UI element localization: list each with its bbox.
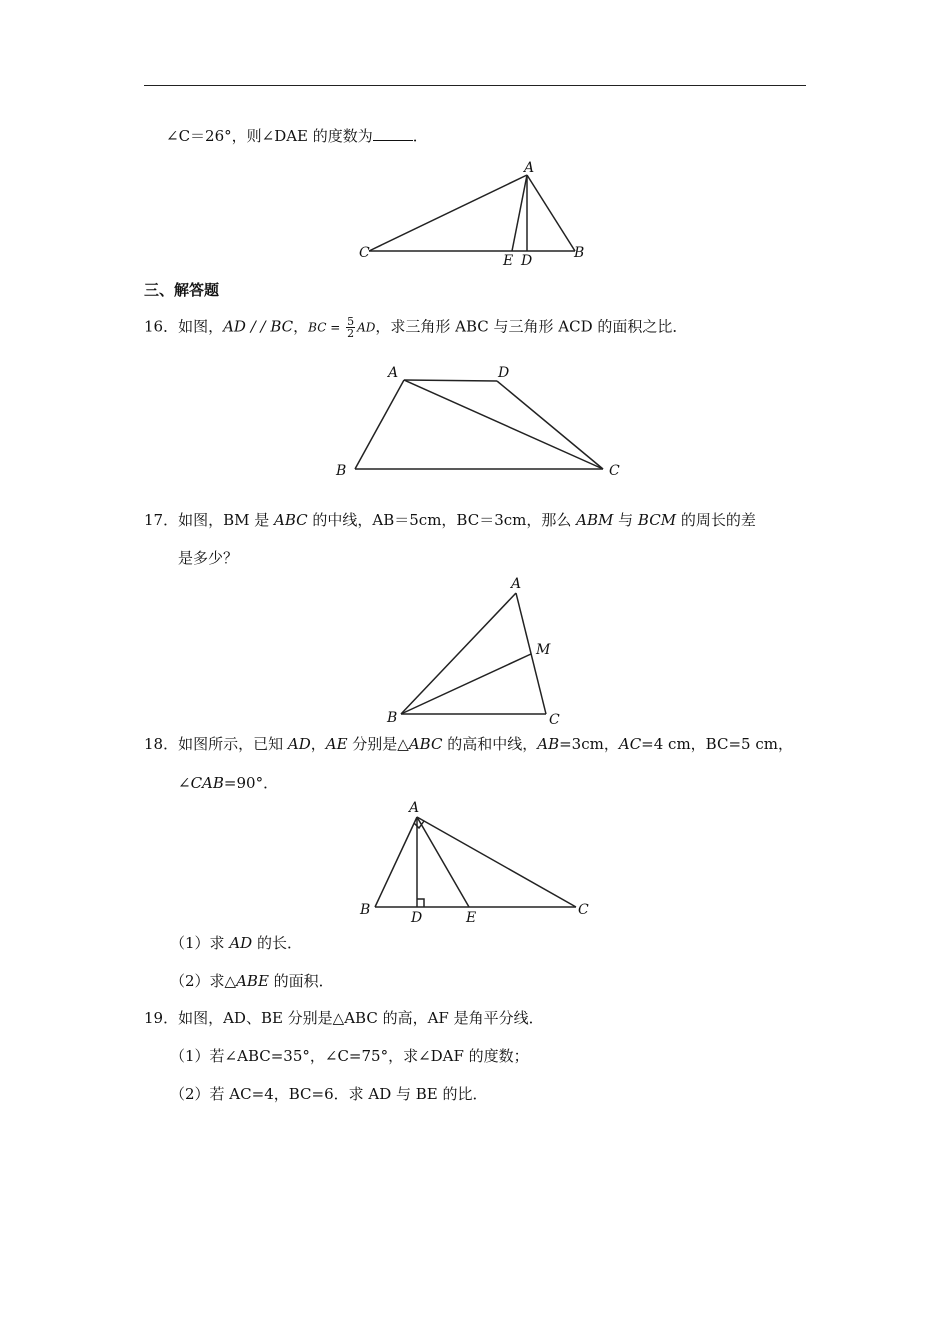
q17-text-b: 的中线，AB＝5cm，BC＝3cm，那么 [307,511,577,529]
fig15-label-a: A [524,160,535,176]
q19-sub1: （1）若∠ABC=35°，∠C=75°，求∠DAF 的度数； [170,1047,529,1065]
fig17-label-a: A [511,576,522,592]
q16-bc2: BC [308,320,327,335]
q17-bcm: BCM [637,511,677,529]
q18-angle-sign: ∠ [178,774,191,792]
q16-parallel: / / [245,317,271,336]
q19-sub2: （2）若 AC=4，BC=6．求 AD 与 BE 的比． [170,1085,488,1103]
q16-fraction [346,316,355,339]
q17-text-d: 的周长的差 [676,511,756,529]
q18-text-c: 分别是△ [347,735,409,753]
fig18-label-e: E [466,910,477,926]
q18-ab: AB [537,735,560,753]
q18-text-a: 18．如图所示，已知 [144,735,288,753]
q16-rest: ，求三角形 ABC 与三角形 ACD 的面积之比． [375,317,688,336]
q15-text: ∠C＝26°，则∠DAE 的度数为 [166,127,373,145]
fig16-label-b: B [336,463,347,479]
fig18-label-b: B [360,902,371,918]
q18-abc: ABC [408,735,443,753]
q18-sub1-ad: AD [229,934,253,952]
q18-text-d: 的高和中线， [442,735,538,753]
q18-ad: AD [287,735,311,753]
answer-blank [373,126,413,141]
q18-text-f: =4 cm，BC=5 cm， [641,735,793,753]
fig18-label-a: A [409,800,420,816]
q18-line2 [178,773,278,793]
q15-continuation [166,126,428,146]
q18-ae: AE [325,735,348,753]
q15-period: ． [412,127,428,145]
q18-sub2-abe: ABE [236,972,269,990]
q16-ad: AD [223,317,246,336]
fig17-label-b: B [387,710,398,726]
q16-ad2: AD [357,320,376,335]
q18-sub1-b: 的长． [252,934,302,952]
fig17-label-m: M [536,642,551,658]
q16-number: 16．如图， [144,317,224,336]
q17-abc: ABC [274,511,308,529]
fig18-label-d: D [411,910,423,926]
fig16-label-c: C [609,463,620,479]
fig15-label-c: C [359,245,370,261]
fig15-label-b: B [574,245,585,261]
q18-text-b: ， [310,735,326,753]
fig15-label-e: E [503,253,514,269]
q16-sep: ， [293,317,309,336]
q16-frac-num: 5 [347,315,355,328]
q18-line1 [144,734,793,754]
q18-ac: AC [618,735,642,753]
fig18-label-c: C [578,902,589,918]
fig16-label-d: D [498,365,510,381]
q17-text-c: 与 [613,511,638,529]
q17-line2: 是多少？ [178,549,239,567]
q17-text-a: 17．如图，BM 是 [144,511,275,529]
q18-text-e: =3cm， [559,735,619,753]
q16-bc: BC [270,317,294,336]
q18-cab: CAB [190,774,224,792]
q16-text [144,316,687,339]
q18-text-g: =90°． [223,774,279,792]
q16-eq: = [326,320,345,335]
q18-sub1 [170,933,302,953]
q18-sub1-a: （1）求 [170,934,230,952]
section-title: 三、解答题 [144,281,220,299]
fig16-label-a: A [388,365,399,381]
q18-sub2 [170,971,334,991]
fig17-label-c: C [549,712,560,728]
fig15-label-d: D [521,253,533,269]
q18-sub2-a: （2）求△ [170,972,237,990]
header-rule [144,85,806,86]
q19-line1: 19．如图，AD、BE 分别是△ABC 的高，AF 是角平分线． [144,1009,544,1027]
q18-sub2-b: 的面积． [268,972,334,990]
q16-frac-den: 2 [347,327,355,340]
q17-abm: ABM [576,511,614,529]
q17-line1 [144,510,756,530]
